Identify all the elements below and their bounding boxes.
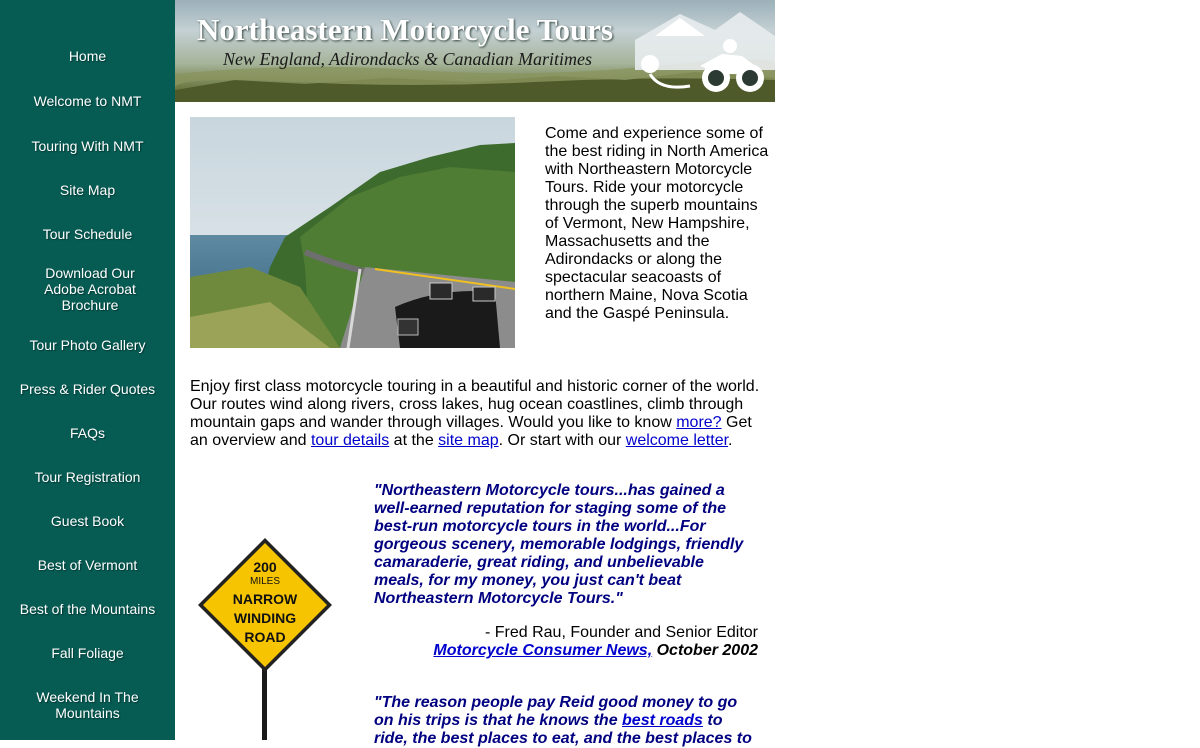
para-text-3: at the	[389, 432, 439, 449]
sign-line-4: WINDING	[233, 610, 297, 626]
intro-text: Come and experience some of the best riding in North America with Northeastern Motorcycle Tours. Ride your motorcycle through the superb mountains of Vermont, New Hampshire, Massachusetts and the Adirondacks or along the spectacular seacoasts of northern Maine, Nova Scotia and the Gaspé Peninsula.	[545, 125, 769, 322]
nav-site-map-link[interactable]: Site Map	[59, 182, 116, 198]
para-text-5: .	[728, 432, 733, 449]
nav-registration-link[interactable]: Tour Registration	[34, 469, 141, 485]
nav-guest-book-link[interactable]: Guest Book	[50, 513, 125, 529]
quote2-text-2: to ride, the best places to eat, and the best places to	[374, 712, 752, 747]
nav-photo-gallery-link[interactable]: Tour Photo Gallery	[29, 337, 146, 353]
coastal-road-photo	[190, 117, 515, 348]
nav-fall-foliage-link[interactable]: Fall Foliage	[51, 645, 124, 661]
tour-details-link[interactable]: tour details	[310, 432, 390, 449]
nav-faqs-link[interactable]: FAQs	[69, 425, 105, 441]
quote-author: - Fred Rau, Founder and Senior Editor	[484, 624, 758, 641]
road-sign-image	[190, 530, 345, 740]
banner-title: Northeastern Motorcycle Tours	[197, 12, 614, 47]
para-text-1: Enjoy first class motorcycle touring in a beautiful and historic corner of the world. Our routes wind along rivers, cross lakes, hug ocean coastlines, climb through mountain gaps and wander through villages. Would you like to know	[190, 378, 760, 431]
sidebar-nav	[0, 0, 175, 740]
sign-line-1: 200	[253, 559, 277, 575]
overview-paragraph	[190, 378, 770, 450]
nav-welcome-link[interactable]: Welcome to NMT	[33, 93, 142, 109]
sign-line-3: NARROW	[232, 591, 298, 607]
sign-line-2: MILES	[249, 576, 281, 587]
best-roads-link[interactable]: best roads	[622, 712, 703, 729]
nav-best-mountains-link[interactable]: Best of the Mountains	[19, 601, 156, 617]
more-link[interactable]: more?	[676, 414, 722, 431]
sign-line-5: ROAD	[244, 629, 286, 645]
banner-subtitle: New England, Adirondacks & Canadian Maritimes	[223, 49, 592, 69]
nav-best-vermont-link[interactable]: Best of Vermont	[37, 557, 138, 573]
motorcycle-consumer-news-link[interactable]: Motorcycle Consumer News,	[433, 642, 653, 659]
nav-press-quotes-link[interactable]: Press & Rider Quotes	[19, 381, 156, 397]
nav-home-link[interactable]: Home	[68, 48, 107, 64]
quote-date: October 2002	[656, 642, 758, 659]
press-quote-rau: "Northeastern Motorcycle tours...has gained a well-earned reputation for staging some of the best-run motorcycle tours in the world...For gorgeous scenery, memorable lodgings, friendly camaraderie, great riding, and unbelievable meals, for my money, you just can't beat Northeastern Motorcycle Tours."	[374, 482, 744, 607]
nav-tour-schedule-link[interactable]: Tour Schedule	[42, 226, 133, 242]
nav-weekend-link[interactable]: Weekend In The Mountains	[36, 689, 139, 721]
site-map-link[interactable]: site map	[438, 432, 499, 449]
nav-brochure-link[interactable]: Download Our Adobe Acrobat Brochure	[44, 265, 136, 313]
para-text-4: . Or start with our	[498, 432, 626, 449]
quote2-text-1: "The reason people pay Reid good money to go on his trips is that he knows the	[374, 694, 738, 729]
quote-source	[374, 642, 758, 660]
site-banner	[175, 0, 775, 102]
nav-touring-link[interactable]: Touring With NMT	[31, 138, 144, 154]
para-text-2: Get an overview and	[190, 414, 752, 449]
motorcycle-riders-icon	[630, 36, 770, 96]
welcome-letter-link[interactable]: welcome letter	[625, 432, 729, 449]
